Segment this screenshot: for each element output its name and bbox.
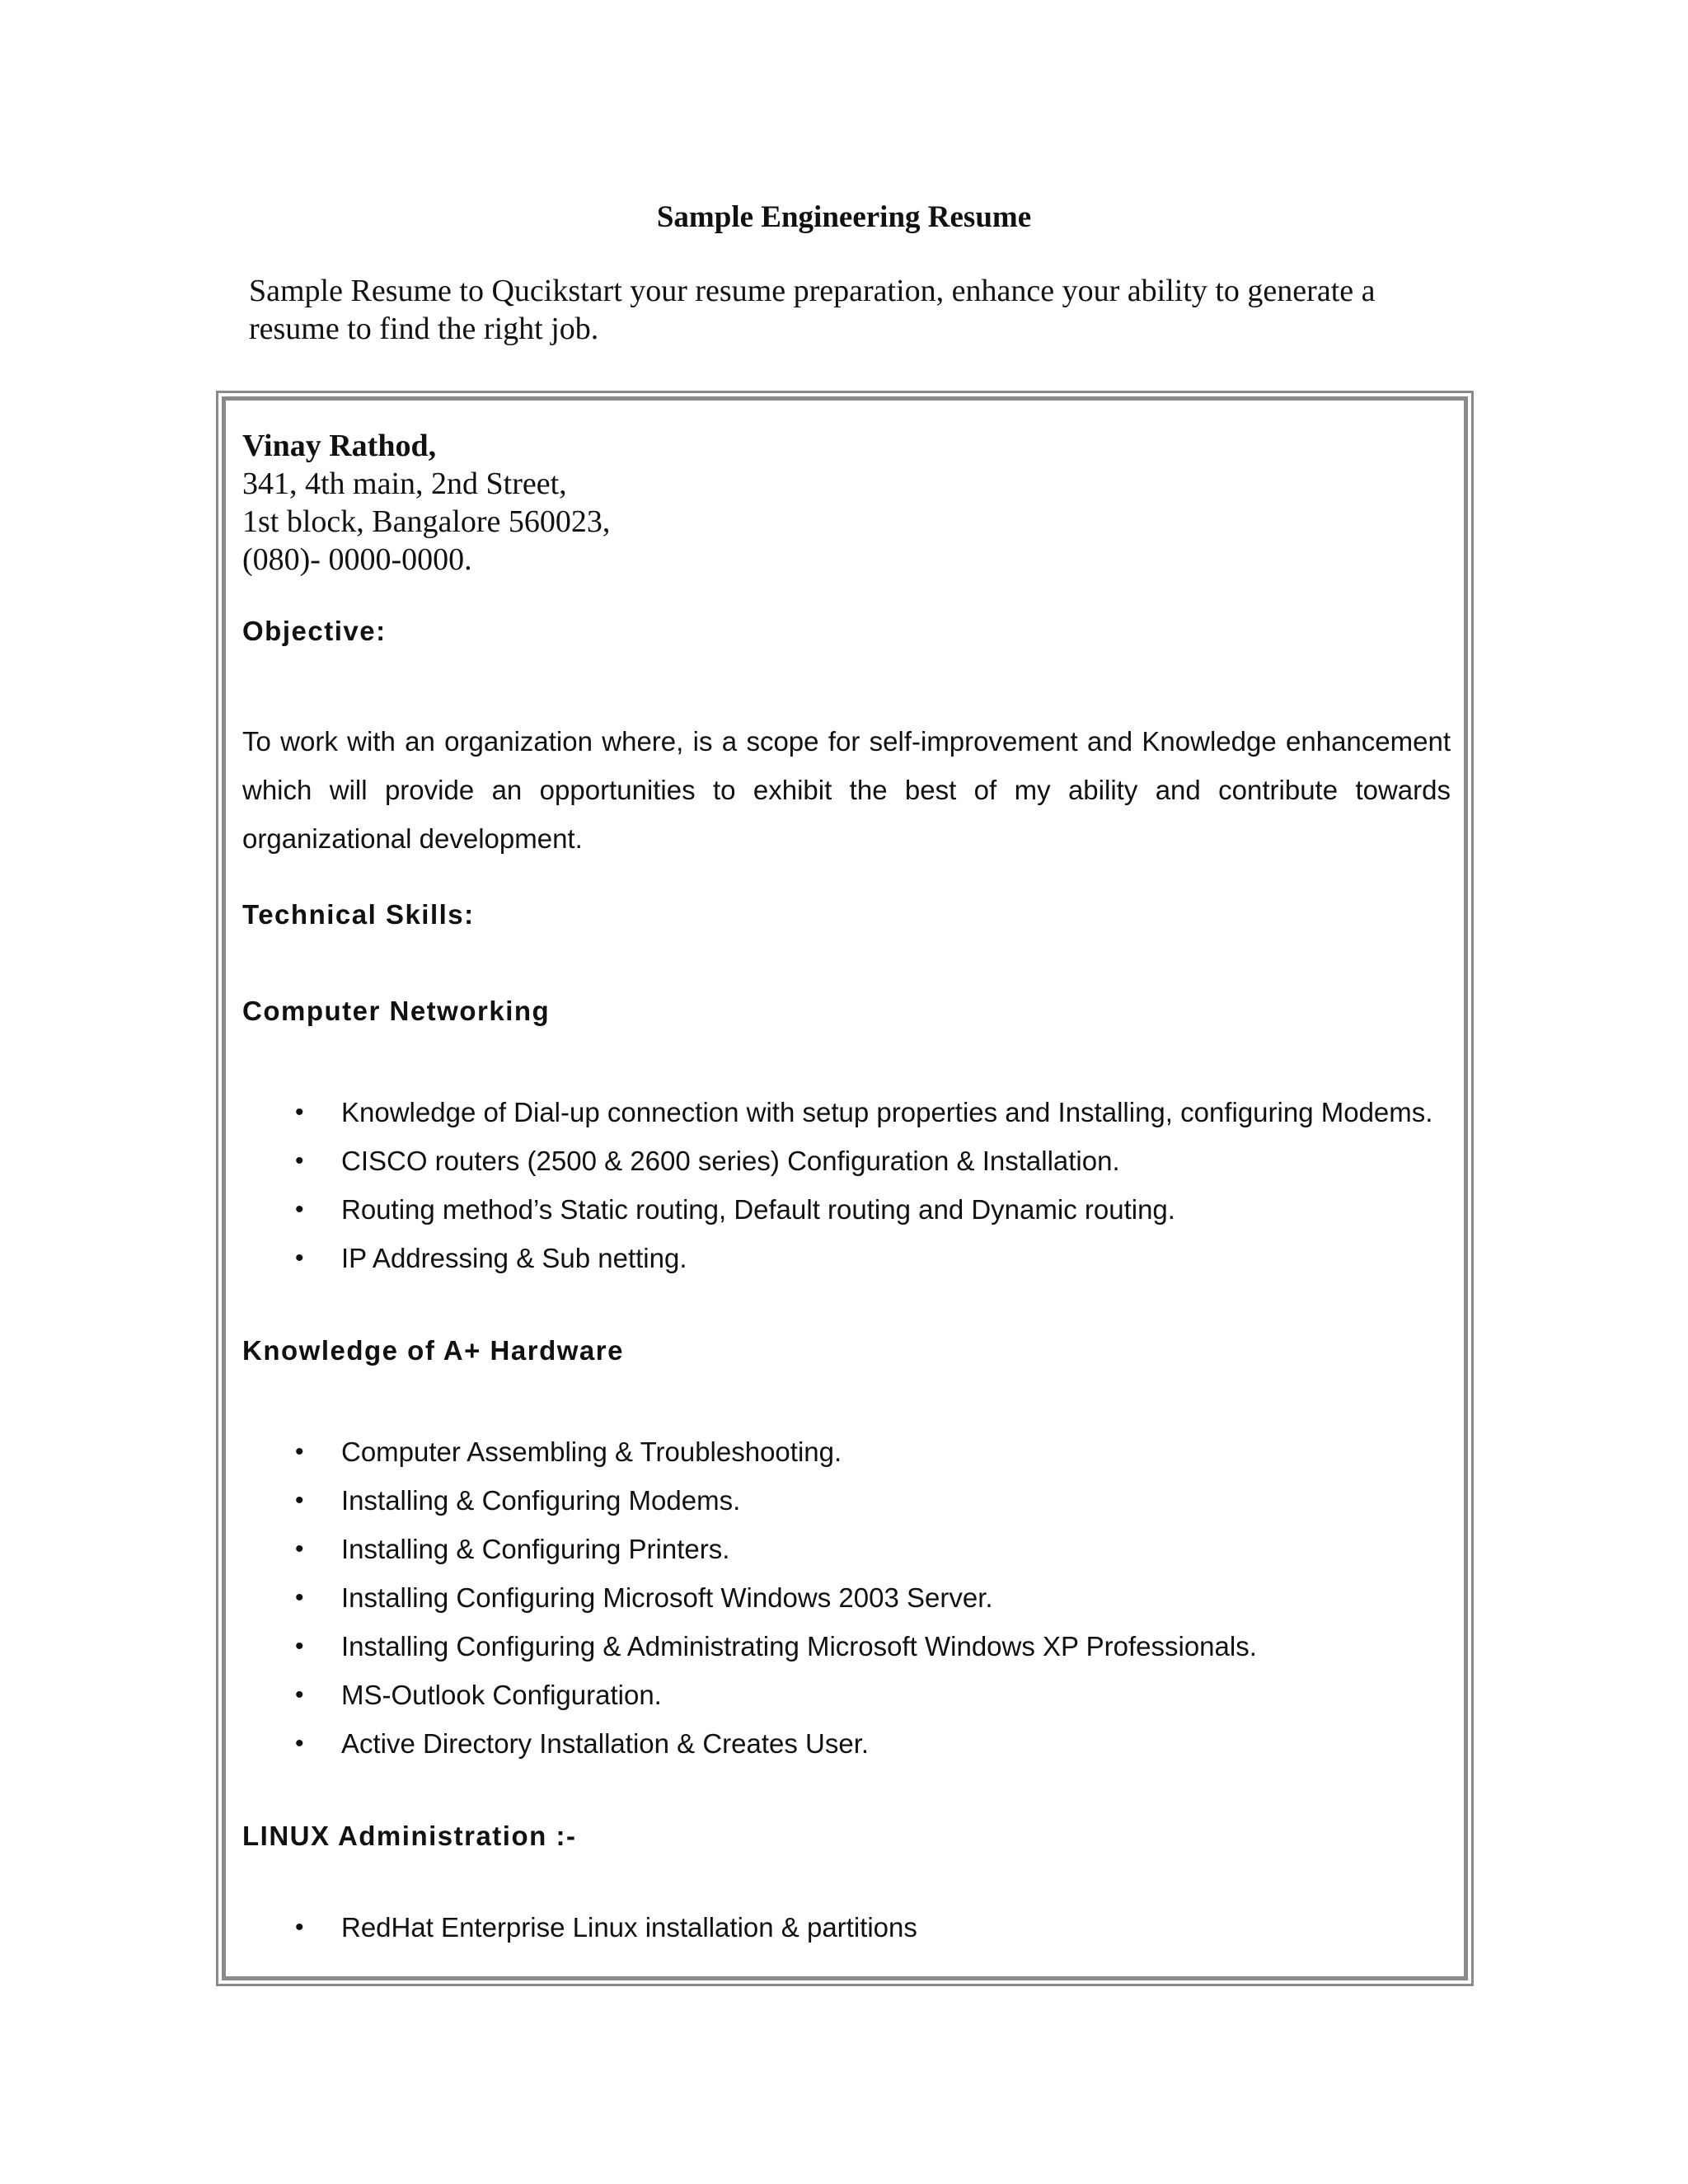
list-item (226, 1671, 1257, 1719)
list-item-text: CISCO routers (2500 & 2600 series) Configuration & Installation. (341, 1146, 1120, 1176)
bullet-icon: • (295, 1584, 304, 1611)
list-item (226, 1476, 1257, 1525)
hardware-list (226, 1427, 1257, 1768)
list-item-text: Computer Assembling & Troubleshooting. (341, 1436, 842, 1467)
objective-heading: Objective: (242, 616, 387, 646)
bullet-icon: • (295, 1196, 304, 1223)
list-item-text: Routing method’s Static routing, Default routing and Dynamic routing. (341, 1194, 1175, 1225)
bullet-icon: • (295, 1681, 304, 1708)
list-item (226, 1427, 1257, 1476)
computer-networking-list (226, 1088, 1432, 1282)
list-item (226, 1622, 1257, 1671)
phone-number: (080)- 0000-0000. (242, 542, 472, 577)
list-item (226, 1137, 1432, 1185)
list-item (226, 1234, 1432, 1282)
bullet-icon: • (295, 1438, 304, 1465)
bullet-icon: • (295, 1147, 304, 1174)
bullet-icon: • (295, 1914, 304, 1941)
resume-frame (216, 391, 1474, 1986)
list-item-text: MS-Outlook Configuration. (341, 1680, 662, 1710)
list-item-text: Knowledge of Dial-up connection with setup properties and Installing, configuring Modems. (341, 1097, 1433, 1127)
list-item (226, 1525, 1257, 1573)
objective-text: To work with an organization where, is a scope for self-improvement and Knowledge enhancement which will provide an opportunities to exhibit the best of my ability and contribute towards organizational development. (242, 726, 1451, 854)
page-title: Sample Engineering Resume (656, 200, 1032, 234)
intro-paragraph: Sample Resume to Qucikstart your resume preparation, enhance your ability to generate a resume to find the right job. (249, 274, 1376, 346)
bullet-icon: • (295, 1633, 304, 1660)
hardware-heading: Knowledge of A+ Hardware (242, 1335, 624, 1366)
technical-skills-heading: Technical Skills: (242, 899, 475, 930)
candidate-name: Vinay Rathod, (242, 429, 437, 463)
list-item-text: Installing Configuring Microsoft Windows 2003 Server. (341, 1582, 993, 1613)
list-item-text: IP Addressing & Sub netting. (341, 1243, 687, 1273)
computer-networking-heading: Computer Networking (242, 996, 551, 1026)
list-item-text: Installing & Configuring Printers. (341, 1534, 730, 1564)
list-item (226, 1719, 1257, 1768)
bullet-icon: • (295, 1535, 304, 1563)
list-item-text: Active Directory Installation & Creates User. (341, 1728, 870, 1759)
resume-box (222, 396, 1468, 1980)
bullet-icon: • (295, 1244, 304, 1272)
linux-list (226, 1903, 917, 1952)
contact-block (242, 427, 610, 579)
list-item-text: Installing & Configuring Modems. (341, 1485, 741, 1516)
linux-heading: LINUX Administration :- (242, 1821, 577, 1851)
address-line-1: 341, 4th main, 2nd Street, (242, 466, 567, 501)
list-item-text: RedHat Enterprise Linux installation & partitions (341, 1912, 917, 1943)
bullet-icon: • (295, 1730, 304, 1757)
list-item (226, 1088, 1432, 1137)
list-item-text: Installing Configuring & Administrating Microsoft Windows XP Professionals. (341, 1631, 1257, 1661)
address-line-2: 1st block, Bangalore 560023, (242, 504, 611, 539)
list-item (226, 1903, 917, 1952)
list-item (226, 1573, 1257, 1622)
list-item (226, 1185, 1432, 1234)
bullet-icon: • (295, 1487, 304, 1514)
bullet-icon: • (295, 1099, 304, 1126)
